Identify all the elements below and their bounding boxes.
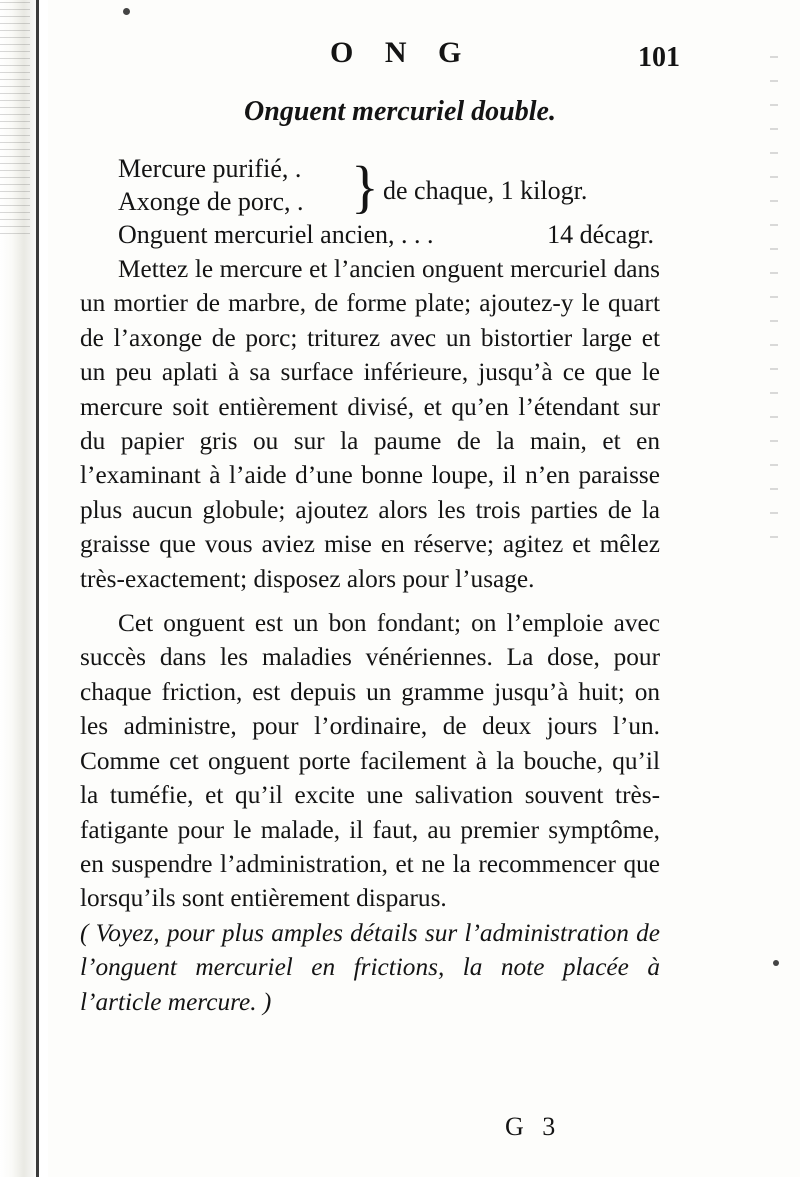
body-text [80, 252, 660, 1019]
usage-paragraph: Cet onguent est un bon fondant; on l’emploie avec succès dans les maladies vénériennes. La dose, pour chaque friction, est depuis un gramme jusqu’à huit; on les administre, pour l’ordinaire, de deux jours l’un. Comme cet onguent porte facilement à la bouche, qu’il la tuméfie, et qu’il excite une salivation souvent très-fatigante pour le malade, il faut, au premier symptôme, en suspendre l’administration, et ne la recommencer que lorsqu’ils sont entièrement disparus. [80, 609, 660, 913]
method-paragraph: Mettez le mercure et l’ancien onguent mercuriel dans un mortier de marbre, de forme plate; ajoutez-y le quart de l’axonge de porc; triturez avec un bistortier large et un peu aplati à sa surface inférieure, jusqu’à ce que le mercure soit entièrement divisé, et qu’en l’étendant sur du papier gris ou sur la paume de la main, et en l’examinant à l’aide d’une bonne loupe, il n’en paraisse plus aucun globule; ajoutez alors les trois parties de la graisse que vous aviez mise en réserve; agitez et mêlez très-exactement; disposez alors pour l’usage. [80, 255, 660, 593]
book-spine-edge [0, 0, 48, 1177]
ingredient-quantity: de chaque, 1 kilogr. [383, 176, 588, 205]
signature-mark: G 3 [505, 1112, 562, 1141]
ingredient-quantity: 14 décagr. [547, 220, 654, 249]
page-number: 101 [638, 42, 680, 73]
grouping-brace: } [351, 154, 379, 219]
top-margin-dot [123, 8, 130, 15]
ingredients-list [118, 152, 678, 251]
cross-reference-note: ( Voyez, pour plus amples détails sur l’administration de l’onguent mercuriel en frictions, la note placée à l’article mercure. ) [80, 918, 660, 1016]
ingredient-name: Onguent mercuriel ancien, . . . [118, 220, 434, 249]
recipe-title: Onguent mercuriel double. [244, 96, 556, 127]
running-head: O N G [330, 36, 474, 69]
ingredient-row: Axonge de porc, . [118, 187, 304, 216]
page-speck [773, 960, 779, 966]
spine-binding-line [36, 0, 39, 1177]
ingredient-row: Mercure purifié, . [118, 154, 302, 183]
ingredient-row [118, 218, 654, 251]
page-header [80, 36, 680, 84]
